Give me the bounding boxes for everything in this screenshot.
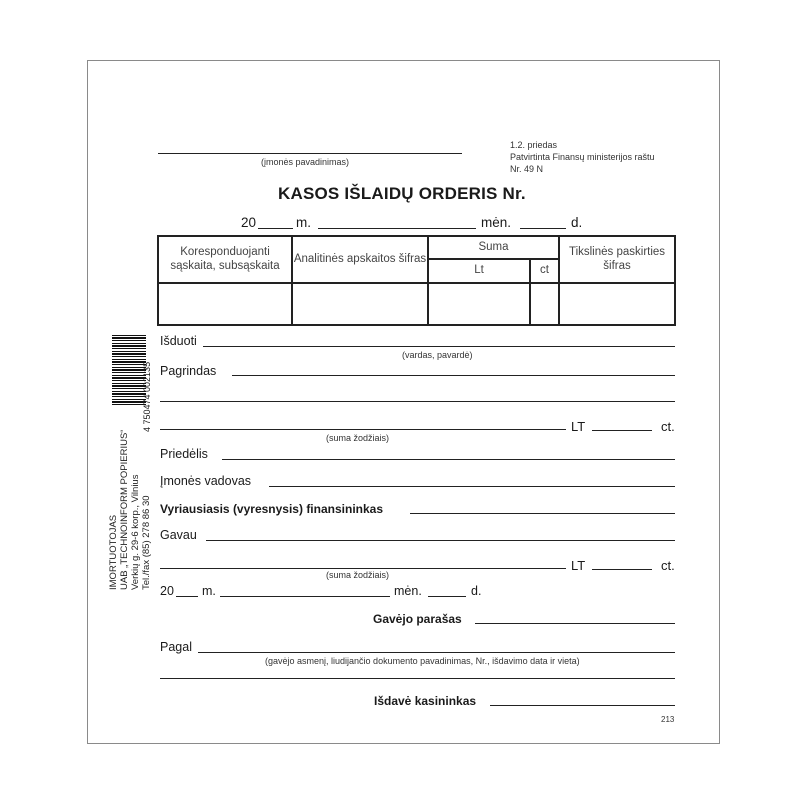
- header-analytic-code: Analitinės apskaitos šifras: [292, 236, 428, 283]
- header-sum-ct: ct: [530, 259, 559, 283]
- basis-label: Pagrindas: [160, 364, 217, 378]
- barcode-digits: 4 750474 002135: [142, 361, 152, 432]
- head-line[interactable]: [269, 486, 675, 487]
- amount-lt-label-2: LT: [571, 558, 586, 573]
- date-day-label: d.: [571, 215, 583, 230]
- according-label: Pagal: [160, 640, 192, 654]
- barcode-image: [112, 335, 146, 407]
- accountant-line[interactable]: [410, 513, 675, 514]
- date-day-line[interactable]: [520, 228, 566, 229]
- company-name-line[interactable]: [158, 153, 462, 154]
- date2-month-line[interactable]: [220, 596, 390, 597]
- form-code: 213: [661, 715, 675, 724]
- received-label: Gavau: [160, 528, 197, 542]
- number-label: Nr. 49 N: [510, 164, 544, 174]
- cell-analytic-code[interactable]: [292, 283, 428, 325]
- amount-words-line-2[interactable]: [160, 568, 566, 569]
- date2-day-line[interactable]: [428, 596, 466, 597]
- basis-line-2[interactable]: [160, 401, 675, 402]
- accounting-table: [157, 235, 676, 326]
- date2-day-label: d.: [471, 584, 482, 598]
- cell-sum-lt[interactable]: [428, 283, 530, 325]
- issue-caption: (vardas, pavardė): [402, 350, 473, 360]
- amount-ct-label: ct.: [661, 419, 675, 434]
- head-label: Įmonės vadovas: [160, 474, 252, 488]
- amount-caption-2: (suma žodžiais): [326, 570, 390, 580]
- signature-label: Gavėjo parašas: [373, 612, 462, 626]
- amount-words-line[interactable]: [160, 429, 566, 430]
- cashier-label: Išdavė kasininkas: [374, 694, 477, 708]
- date2-month-label: mėn.: [394, 584, 422, 598]
- signature-line[interactable]: [475, 623, 675, 624]
- importer-line-3: Verkių g. 29-6 korp., Vilnius: [130, 474, 141, 590]
- amount-caption: (suma žodžiais): [326, 433, 390, 443]
- issue-line[interactable]: [203, 346, 675, 347]
- approved-label: Patvirtinta Finansų ministerijos raštu: [510, 152, 655, 162]
- cell-correspondent-account[interactable]: [158, 283, 292, 325]
- importer-line-1: IMORTUOTOJAS: [108, 514, 119, 590]
- accountant-label: Vyriausiasis (vyresnysis) finansininkas: [160, 502, 384, 516]
- company-caption: (įmonės pavadinimas): [261, 157, 350, 167]
- amount-lt-label: LT: [571, 419, 586, 434]
- date-year-line[interactable]: [258, 228, 293, 229]
- date-year-prefix: 20: [241, 215, 257, 230]
- amount-ct-line[interactable]: [592, 430, 652, 431]
- attachment-label: Priedėlis: [160, 447, 208, 461]
- importer-line-4: Tel./fax (85) 278 86 30: [141, 495, 152, 590]
- date2-year-prefix: 20: [160, 584, 174, 598]
- date2-year-label: m.: [202, 584, 216, 598]
- date-month-label: mėn.: [481, 215, 512, 230]
- attachment-line[interactable]: [222, 459, 675, 460]
- header-sum-lt: Lt: [428, 259, 530, 283]
- page-title: KASOS IŠLAIDŲ ORDERIS Nr.: [278, 184, 526, 203]
- header-sum: Suma: [428, 236, 559, 259]
- amount-ct-label-2: ct.: [661, 558, 675, 573]
- cell-purpose-code[interactable]: [559, 283, 675, 325]
- header-purpose-code: Tikslinės paskirties šifras: [559, 236, 675, 283]
- cashier-line[interactable]: [490, 705, 675, 706]
- according-line[interactable]: [198, 652, 675, 653]
- cell-sum-ct[interactable]: [530, 283, 559, 325]
- date2-year-line[interactable]: [176, 596, 198, 597]
- received-line[interactable]: [206, 540, 675, 541]
- basis-line[interactable]: [232, 375, 675, 376]
- date-year-suffix: m.: [296, 215, 311, 230]
- annex-label: 1.2. priedas: [510, 140, 558, 150]
- according-caption: (gavėjo asmenį, liudijančio dokumento pavadinimas, Nr., išdavimo data ir vieta): [265, 656, 580, 666]
- issue-label: Išduoti: [160, 334, 197, 348]
- date-month-line[interactable]: [318, 228, 476, 229]
- importer-line-2: UAB „TECHNOINFORM POPIERIUS“: [119, 429, 130, 590]
- header-correspondent-account: Koresponduojanti sąskaita, subsąskaita: [158, 236, 292, 283]
- amount-ct-line-2[interactable]: [592, 569, 652, 570]
- according-line-2[interactable]: [160, 678, 675, 679]
